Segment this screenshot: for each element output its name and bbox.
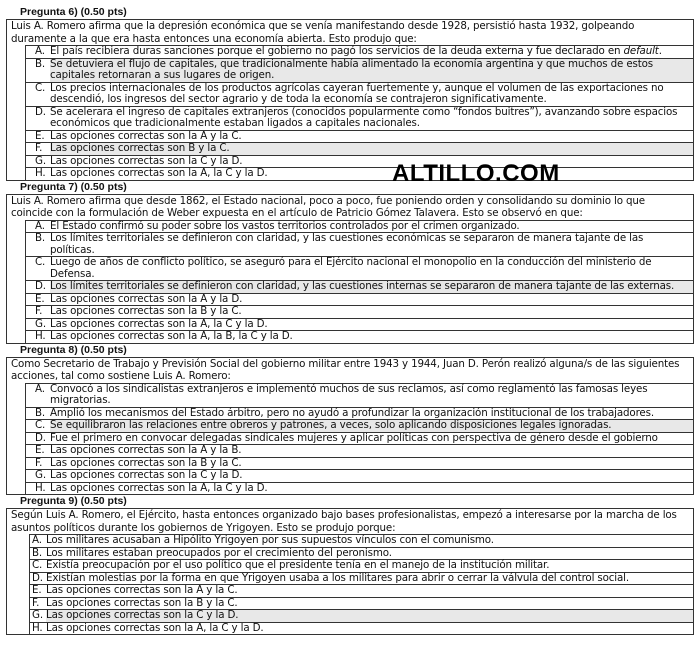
option-8b[interactable] [26, 407, 693, 420]
question-8-box [6, 357, 694, 496]
option-text: Las opciones correctas son la C y la D. [46, 610, 693, 622]
option-letter: D. [35, 105, 46, 118]
option-letter: H. [35, 167, 46, 179]
option-text: Las opciones correctas son la C y la D. [50, 469, 243, 481]
option-9g[interactable] [30, 609, 693, 622]
option-text: Existían molestias por la forma en que Yrigoyen usaba a los militares para abrir o cerrar la válvula del control social. [46, 571, 629, 584]
option-6a[interactable] [26, 45, 693, 58]
question-8-stem: Como Secretario de Trabajo y Previsión Social del gobierno militar entre 1943 y 1944, Juan D. Perón realizó alguna/s de las siguientes acciones, tal como sostiene Luis A. Romero: [11, 357, 680, 382]
option-6f[interactable] [26, 142, 693, 155]
option-letter: F. [35, 305, 43, 317]
option-8g[interactable] [26, 469, 693, 482]
option-letter: H. [35, 330, 46, 342]
option-letter: H. [32, 621, 43, 634]
question-9-box [6, 508, 694, 635]
option-letter: F. [35, 456, 43, 469]
option-letter: C. [35, 419, 46, 431]
option-letter: C. [35, 256, 46, 268]
option-letter: G. [35, 317, 46, 330]
option-7g[interactable] [26, 318, 693, 331]
question-8-options [25, 383, 693, 495]
option-letter: B. [35, 232, 46, 244]
option-8e[interactable] [26, 444, 693, 457]
option-letter: F. [32, 596, 40, 609]
option-8h[interactable] [26, 482, 693, 495]
option-letter: D. [35, 280, 46, 292]
option-8a[interactable] [26, 383, 693, 407]
option-text: El Estado confirmó su poder sobre los vastos territorios controlados por el crimen organizado. [50, 219, 520, 232]
option-7c[interactable] [26, 256, 693, 280]
option-letter: A. [32, 534, 42, 546]
option-text: Convocó a los sindicalistas extranjeros e implementó muchos de sus reclamos, así como reglamentó las famosas leyes migratorias. [50, 382, 648, 406]
option-letter: C. [35, 81, 46, 94]
option-7b[interactable] [26, 232, 693, 256]
question-6-stem: Luis A. Romero afirma que la depresión económica que se venía manifestando desde 1928, persistió hasta 1932, golpeando duramente a la que era hasta entonces una economía abierta. Esto produjo que: [11, 20, 635, 45]
option-8c[interactable] [26, 419, 693, 432]
option-text: Amplió los mecanismos del Estado árbitro, pero no ayudó a profundizar la organización institucional de los trabajadores. [50, 406, 654, 419]
option-text: Las opciones correctas son la B y la C. [50, 456, 242, 469]
option-6c[interactable] [26, 82, 693, 106]
option-letter: B. [35, 57, 46, 70]
option-text: Las opciones correctas son la A y la B. [50, 444, 242, 456]
option-text: Las opciones correctas son la B y la C. [46, 596, 238, 609]
option-letter: A. [35, 382, 45, 395]
option-letter: A. [35, 45, 45, 57]
option-text: Las opciones correctas son B y la C. [50, 143, 693, 155]
option-text: Se acelerara el ingreso de capitales extranjeros (conocidos popularmente como “fondos buitres”), avanzando sobre espacios económicos que tradicionalmente estaban ligados a capitales nacionales. [50, 105, 678, 129]
option-8f[interactable] [26, 457, 693, 470]
option-letter: D. [35, 431, 46, 444]
option-letter: G. [35, 469, 46, 481]
option-letter: F. [35, 142, 43, 154]
option-text: Las opciones correctas son la A y la D. [50, 292, 243, 305]
question-7-stem: Luis A. Romero afirma que desde 1862, el Estado nacional, poco a poco, fue poniendo orden y consolidando su dominio lo que coincide con la formulación de Weber expuesta en el artículo de Patricio Gómez Talavera. Esto se observó en que: [11, 194, 645, 219]
question-7-header: Pregunta 7) (0.50 pts) [20, 180, 127, 193]
option-text: Las opciones correctas son la A, la C y la D. [50, 167, 268, 179]
option-8d[interactable] [26, 432, 693, 445]
question-9-header: Pregunta 9) (0.50 pts) [20, 495, 127, 507]
option-9d[interactable] [30, 572, 693, 585]
option-text: Las opciones correctas son la A, la C y la D. [46, 621, 264, 634]
question-7-options [25, 220, 693, 343]
option-letter: B. [35, 406, 46, 419]
option-letter: E. [35, 129, 45, 142]
question-9-options [29, 534, 693, 634]
option-9h[interactable] [30, 622, 693, 635]
question-6-options [25, 45, 693, 180]
option-9c[interactable] [30, 559, 693, 572]
option-6d[interactable] [26, 106, 693, 130]
option-letter: C. [32, 559, 43, 571]
option-7d[interactable] [26, 280, 693, 293]
watermark-text: ALTILLO.COM [392, 160, 560, 187]
option-7f[interactable] [26, 305, 693, 318]
option-letter: B. [32, 546, 43, 559]
option-9a[interactable] [30, 534, 693, 547]
option-text: Fue el primero en convocar delegadas sindicales mujeres y aplicar políticas con perspectiva de género desde el gobierno [50, 431, 658, 444]
option-text: Las opciones correctas son la C y la D. [50, 154, 243, 167]
option-text: Las opciones correctas son la A, la C y la D. [50, 317, 268, 330]
option-text: Los militares estaban preocupados por el crecimiento del peronismo. [46, 546, 392, 559]
option-letter: E. [35, 292, 45, 305]
option-text: Los límites territoriales se definieron con claridad, y las cuestiones internas se separaron de manera tajante de las externas. [50, 281, 693, 293]
exam-page [6, 6, 694, 635]
option-text: Se equilibraron las relaciones entre obreros y patrones, a veces, solo aplicando disposiciones legales ignoradas. [50, 420, 693, 432]
option-6g[interactable] [26, 155, 693, 168]
option-text: Las opciones correctas son la A y la C. [50, 129, 242, 142]
option-letter: E. [35, 444, 45, 456]
question-6-header: Pregunta 6) (0.50 pts) [20, 6, 127, 18]
option-letter: H. [35, 481, 46, 494]
option-letter: E. [32, 584, 42, 596]
option-letter: D. [32, 571, 43, 584]
option-6b[interactable] [26, 58, 693, 82]
question-6-box [6, 19, 694, 181]
option-text: Las opciones correctas son la A, la B, la C y la D. [50, 330, 293, 342]
option-text: El país recibiera duras sanciones porque el gobierno no pagó los servicios de la deuda externa y fue declarado en default. [50, 45, 662, 57]
question-8-header: Pregunta 8) (0.50 pts) [20, 343, 127, 356]
question-9-stem: Según Luis A. Romero, el Ejército, hasta entonces organizado bajo bases profesionalistas, empezó a interesarse por la marcha de los asuntos políticos durante los gobiernos de Yrigoyen. Esto se produjo porque: [11, 509, 677, 534]
option-letter: A. [35, 219, 45, 232]
question-7-box [6, 194, 694, 344]
option-9f[interactable] [30, 597, 693, 610]
option-text: Se detuviera el flujo de capitales, que tradicionalmente había alimentado la economía argentina y que muchos de estos capitales retornaran a sus lugares de origen. [50, 59, 693, 82]
option-text: Las opciones correctas son la A, la C y la D. [50, 481, 268, 494]
option-6e[interactable] [26, 130, 693, 143]
option-7e[interactable] [26, 293, 693, 306]
option-text: Los militares acusaban a Hipólito Yrigoyen por sus supuestos vínculos con el comunismo. [46, 534, 494, 546]
option-text: Luego de años de conflicto político, se aseguró para el Ejército nacional el monopolio en la conducción del ministerio de Defensa. [50, 256, 652, 280]
option-6h[interactable] [26, 167, 693, 180]
option-7a[interactable] [26, 220, 693, 233]
option-text: Los límites territoriales se definieron con claridad, y las cuestiones económicas se separaron de manera tajante de las políticas. [50, 232, 644, 256]
option-letter: G. [35, 154, 46, 167]
option-text: Existía preocupación por el uso político que el presidente tenía en el manejo de la institución militar. [46, 559, 550, 571]
option-9e[interactable] [30, 584, 693, 597]
option-7h[interactable] [26, 330, 693, 343]
option-text: Los precios internacionales de los productos agrícolas cayeran fuertemente y, aunque el volumen de las exportaciones no descendió, los ingresos del sector agrario y de toda la economía se contrajeron significativamente. [50, 81, 664, 105]
option-letter: G. [32, 609, 43, 621]
option-9b[interactable] [30, 547, 693, 560]
option-text: Las opciones correctas son la B y la C. [50, 305, 242, 317]
option-text: Las opciones correctas son la A y la C. [46, 584, 238, 596]
